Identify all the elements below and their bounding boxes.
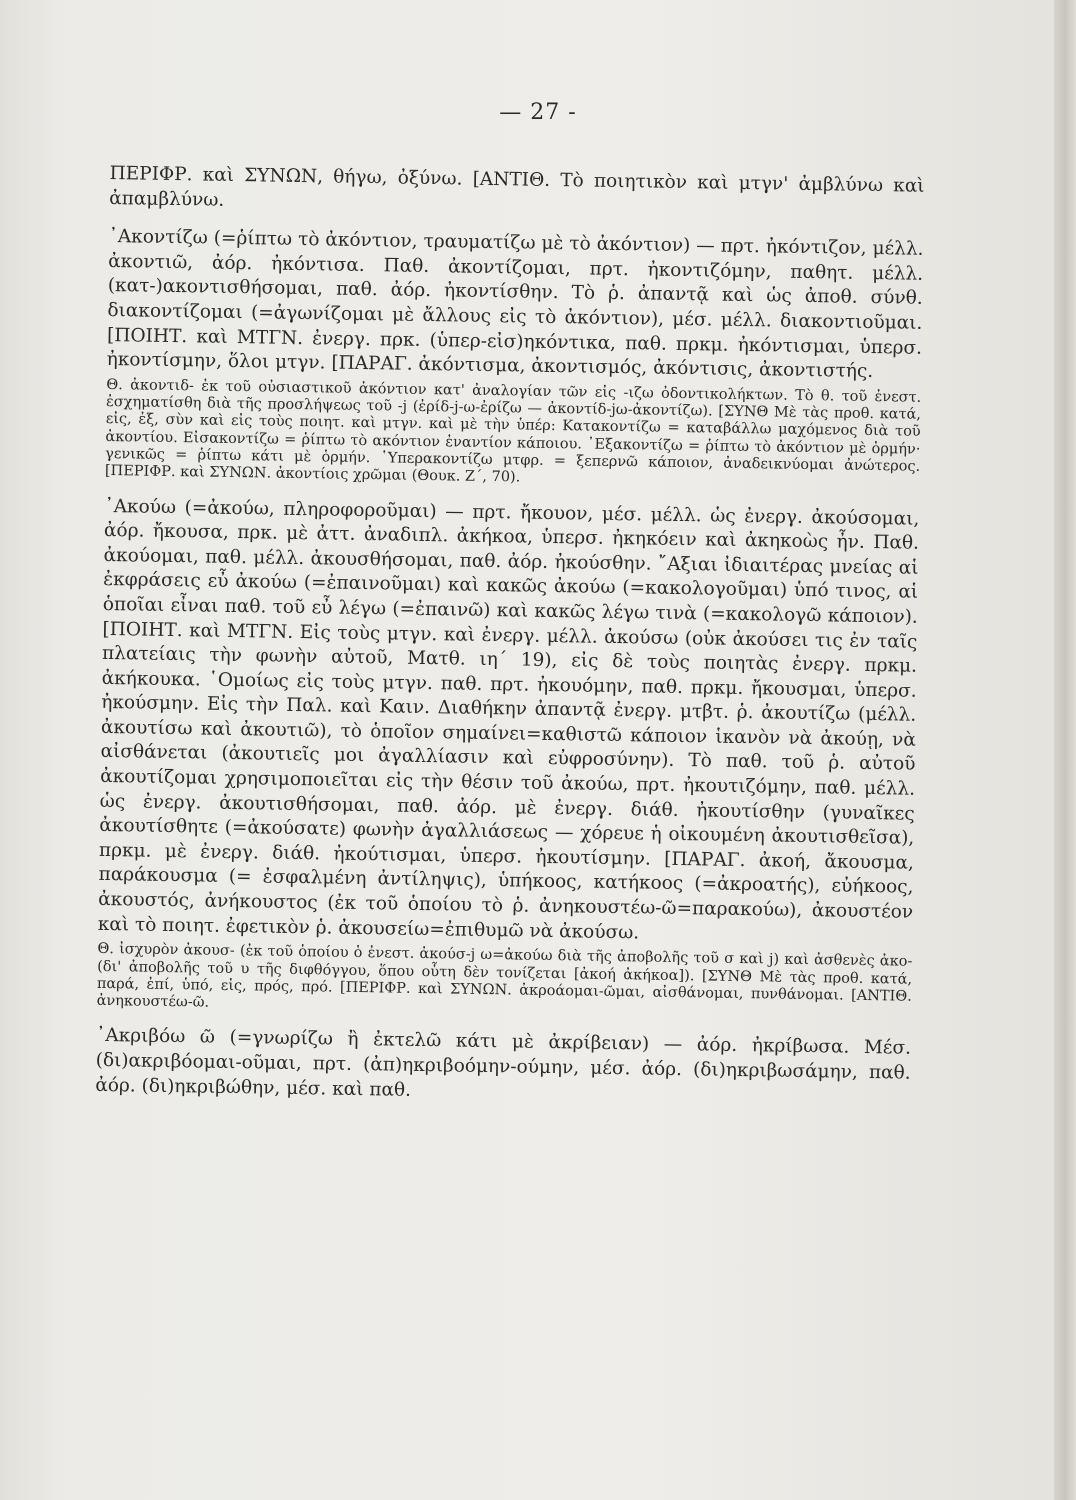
entry-akriboo: ᾿Ακριβόω ῶ (=γνωρίζω ἢ ἐκτελῶ κάτι μὲ ἀκρίβειαν) — ἀόρ. ἠκρίβωσα. Μέσ. (δι)ακριβόομαι-οῦμαι, πρτ. (ἀπ)ηκριβοόμην-ούμην, μέσ. ἀόρ. (δι)ηκριβωσάμην, παθ. ἀόρ. (δι)ηκριβώθην, μέσ. καὶ παθ. bbox=[95, 1025, 912, 1101]
page-text bbox=[95, 150, 925, 1111]
synonyms-line: ΠΕΡΙΦΡ. καὶ ΣΥΝΩΝ, θήγω, ὀξύνω. [ΑΝΤΙΘ. Τὸ ποιητικὸν καὶ μτγν' ἀμβλύνω καὶ ἀπαμβλύνω. bbox=[109, 162, 925, 211]
entry-akontizo: ᾿Ακοντίζω (=ῥίπτω τὸ ἀκόντιον, τραυματίζω μὲ τὸ ἀκόντιον) — πρτ. ἠκόντιζον, μέλλ. ἀκοντιῶ, ἀόρ. ἠκόντισα. Παθ. ἀκοντίζομαι, πρτ. ἠκοντιζόμην, παθητ. μέλλ. (κατ-)ακοντισθήσομαι, παθ. ἀόρ. ἠκοντίσθην. Τὸ ῥ. ἀπαντᾷ καὶ ὡς ἀποθ. σύνθ. διακοντίζομαι (=ἀγωνίζομαι μὲ ἄλλους εἰς τὸ ἀκόντιον), μέσ. μέλλ. διακοντιοῦμαι. [ΠΟΙΗΤ. καὶ ΜΤΓΝ. ἐνεργ. πρκ. (ὑπερ-εἰσ)ηκόντικα, παθ. πρκμ. ἠκόντισμαι, ὑπερσ. ἠκοντίσμην, ὅλοι μτγν. [ΠΑΡΑΓ. ἀκόντισμα, ἀκοντισμός, ἀκόντισις, ἀκοντιστής. bbox=[106, 226, 924, 383]
entry-akouo: ᾿Ακούω (=ἀκούω, πληροφοροῦμαι) — πρτ. ἤκουον, μέσ. μέλλ. ὡς ἐνεργ. ἀκούσομαι, ἀόρ. ἤκουσα, πρκ. μὲ ἀττ. ἀναδιπλ. ἀκήκοα, ὑπερσ. ἠκηκόειν καὶ ἀκηκοὼς ἦν. Παθ. ἀκούομαι, παθ. μέλλ. ἀκουσθήσομαι, παθ. ἀόρ. ἠκούσθην. ῎Αξιαι ἰδιαιτέρας μνείας αἱ ἐκφράσεις εὖ ἀκούω (=ἐπαινοῦμαι) καὶ κακῶς ἀκούω (=κακολογοῦμαι) ὑπό τινος, αἱ ὁποῖαι εἶναι παθ. τοῦ εὖ λέγω (=ἐπαινῶ) καὶ κακῶς λέγω τινὰ (=κακολογῶ κάποιον). [ΠΟΙΗΤ. καὶ ΜΤΓΝ. Εἰς τοὺς μτγν. καὶ ἐνεργ. μέλλ. ἀκούσω (οὐκ ἀκούσει τις ἐν ταῖς πλατείαις τὴν φωνὴν αὐτοῦ, Ματθ. ιη΄ 19), εἰς δὲ τοὺς ποιητὰς ἐνεργ. πρκμ. ἀκήκουκα. ῾Ομοίως εἰς τοὺς μτγν. παθ. πρτ. ἠκουόμην, παθ. πρκμ. ἤκουσμαι, ὑπερσ. ἠκούσμην. Εἰς τὴν Παλ. καὶ Καιν. Διαθήκην ἀπαντᾷ ἐνεργ. μτβτ. ῥ. ἀκουτίζω (μέλλ. ἀκουτίσω καὶ ἀκουτιῶ), τὸ ὁποῖον σημαίνει=καθιστῶ κάποιον ἱκανὸν νὰ ἀκούῃ, νὰ αἰσθάνεται (ἀκουτιεῖς μοι ἀγαλλίασιν καὶ εὐφροσύνην). Τὸ παθ. τοῦ ῥ. αὐτοῦ ἀκουτίζομαι χρησιμοποιεῖται εἰς τὴν θέσιν τοῦ ἀκούω, πρτ. ἠκουτιζόμην, παθ. μέλλ. ὡς ἐνεργ. ἀκουτισθήσομαι, παθ. ἀόρ. μὲ ἐνεργ. διάθ. ἠκουτίσθην (γυναῖκες ἀκουτίσθητε (=ἀκούσατε) φωνὴν ἀγαλλιάσεως — χόρευε ἡ οἰκουμένη ἀκουτισθεῖσα), πρκμ. μὲ ἐνεργ. διάθ. ἠκούτισμαι, ὑπερσ. ἠκουτίσμην. [ΠΑΡΑΓ. ἀκοή, ἄκουσμα, παράκουσμα (= ἐσφαλμένη ἀντίληψις), ὑπήκοος, κατήκοος (=ἀκροατής), εὐήκοος, ἀκουστός, ἀνήκουστος (ἐκ τοῦ ὁποίου τὸ ῥ. ἀνηκουστέω-ῶ=παρακούω), ἀκουστέον καὶ τὸ ποιητ. ἐφετικὸν ῥ. ἀκουσείω=ἐπιθυμῶ νὰ ἀκούσω. bbox=[97, 495, 920, 944]
note-akouo: Θ. ἰσχυρὸν ἀκουσ- (ἐκ τοῦ ὁποίου ὁ ἐνεστ. ἀκούσ-j ω=ἀκούω διὰ τῆς ἀποβολῆς τοῦ σ καὶ j) καὶ ἀσθενὲς ἀκο- (δι' ἀποβολῆς τοῦ υ τῆς διφθόγγου, ὅπου οὗτη δὲν τονίζεται [ἀκοή ἀκήκοα]). [ΣΥΝΘ Μὲ τὰς προθ. κατά, παρά, ἐπί, ὑπό, εἰς, πρός, πρό. [ΠΕΡΙΦΡ. καὶ ΣΥΝΩΝ. ἀκροάομαι-ῶμαι, αἰσθάνομαι, πυνθάνομαι. [ΑΝΤΙΘ. ἀνηκουστέω-ῶ. bbox=[96, 941, 913, 1011]
page-number: — 27 - bbox=[499, 100, 577, 125]
note-akontizo: Θ. ἀκοντιδ- ἐκ τοῦ οὐσιαστικοῦ ἀκόντιον κατ' ἀναλογίαν τῶν εἰς -ιζω ὀδοντικολήκτων. Τὸ θ. τοῦ ἐνεστ. ἐσχηματίσθη διὰ τῆς προσλήψεως τοῦ -j (ἐρίδ-j-ω-ἐρίζω — ἀκοντίδ-jω-ἀκοντίζω). [ΣΥΝΘ Μὲ τὰς προθ. κατά, εἰς, ἐξ, σὺν καὶ εἰς τοὺς ποιητ. καὶ μτγν. καὶ μὲ τὴν ὑπέρ: Κατακοντίζω = καταβάλλω μαχόμενος διὰ τοῦ ἀκοντίου. Εἰσακοντίζω = ῥίπτω τὸ ακόντιον ἐναντίον κάποιου. ᾿Εξακοντίζω = ῥίπτω τὸ ἀκόντιον μὲ ὁρμήν· γενικῶς = ῥίπτω κάτι μὲ ὁρμήν. ῾Υπερακοντίζω μτφρ. = ξεπερνῶ κάποιον, ἀναδεικνύομαι ἀνώτερος. [ΠΕΡΙΦΡ. καὶ ΣΥΝΩΝ. ἀκοντίοις χρῶμαι (Θουκ. Ζ΄, 70). bbox=[104, 376, 922, 486]
page-edge bbox=[1054, 0, 1076, 1500]
